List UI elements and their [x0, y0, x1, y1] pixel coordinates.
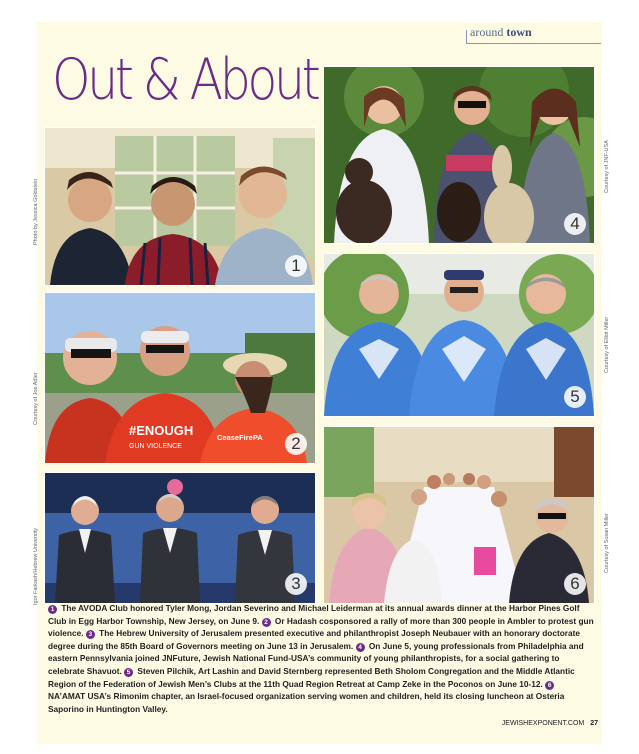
photo-5-credit: Courtesy of Elliot Miller	[604, 316, 610, 373]
section-tag-underline	[466, 43, 601, 44]
photo-3	[44, 472, 316, 604]
caption-3-text: The Hebrew University of Jerusalem presented executive and philanthropist Joseph Neubauer with an honorary doctorate degree during the 85th Board of Governors meeting on June 13 in Jerusalem.	[48, 628, 581, 651]
rally-sign-text: #ENOUGH	[129, 423, 194, 438]
photo-6-number: 6	[564, 573, 586, 595]
rally-sign-subtext: GUN VIOLENCE	[129, 443, 182, 450]
photo-4-image	[324, 67, 594, 243]
caption-1-number: 1	[48, 605, 57, 614]
caption-5-text: Steven Pilchik, Art Lashin and David Sternberg represented Beth Sholom Congregation and the Middle Atlantic Region of the Federation of Jewish Men’s Clubs at the 11th Quad Region Retreat at Camp Zeke in the Poconos on June 10-12.	[48, 665, 575, 689]
photo-3-number: 3	[285, 573, 307, 595]
caption-5-number: 5	[124, 668, 133, 677]
section-tag-prefix: around	[470, 25, 504, 39]
photo-4	[323, 66, 595, 244]
section-tag-suffix: town	[506, 25, 532, 39]
caption-block	[48, 602, 594, 715]
footer-site: JEWISHEXPONENT.COM	[501, 720, 585, 727]
photo-2-number: 2	[285, 433, 307, 455]
caption-6-number: 6	[545, 681, 554, 690]
photo-1-credit: Photo by Jessica Goldstein	[33, 178, 39, 245]
photo-4-credit: Courtesy of JNF-USA	[604, 140, 610, 193]
caption-4-text: On June 5, young professionals from Philadelphia and eastern Pennsylvania joined JNFuture, Jewish National Fund-USA’s community of young philanthropists, for a social gathering to celebrate Shavuot.	[48, 640, 584, 676]
photo-2	[44, 292, 316, 464]
photo-4-number: 4	[564, 213, 586, 235]
photo-1-number: 1	[285, 255, 307, 277]
caption-1-text: The AVODA Club honored Tyler Mong, Jordan Severino and Michael Leiderman at its annual awards dinner at the Harbor Pines Golf Club in Egg Harbor Township, New Jersey, on June 9.	[48, 603, 580, 626]
page-footer	[502, 720, 598, 727]
caption-4-number: 4	[356, 643, 365, 652]
photo-2-credit: Courtesy of Joe Adler	[33, 372, 39, 425]
photo-3-image	[45, 473, 315, 603]
photo-5-number: 5	[564, 386, 586, 408]
photo-1	[44, 127, 316, 286]
section-tag	[470, 25, 532, 40]
footer-page-number: 27	[590, 720, 598, 727]
caption-2-text: Or Hadash cosponsored a rally of more than 300 people in Ambler to protest gun violence.	[48, 615, 594, 639]
page-title: Out & About	[52, 47, 318, 113]
photo-6-credit: Courtesy of Susan Miller	[604, 513, 610, 573]
caption-3-number: 3	[86, 630, 95, 639]
rally-sign-text-2: CeaseFirePA	[217, 433, 263, 442]
caption-6-text: NA’AMAT USA’s Rimonim chapter, an Israel-focused organization serving women and children, held its closing luncheon at Osteria Saporino in Huntington Valley.	[48, 691, 565, 714]
photo-5-image	[324, 254, 594, 416]
photo-2-image	[45, 293, 315, 463]
photo-6	[323, 426, 595, 604]
caption-2-number: 2	[262, 618, 271, 627]
photo-3-credit: Igor Farkash/Hebrew University	[33, 527, 39, 605]
section-tag-rule	[466, 30, 467, 44]
photo-1-image	[45, 128, 315, 285]
photo-5	[323, 253, 595, 417]
photo-6-image	[324, 427, 594, 603]
